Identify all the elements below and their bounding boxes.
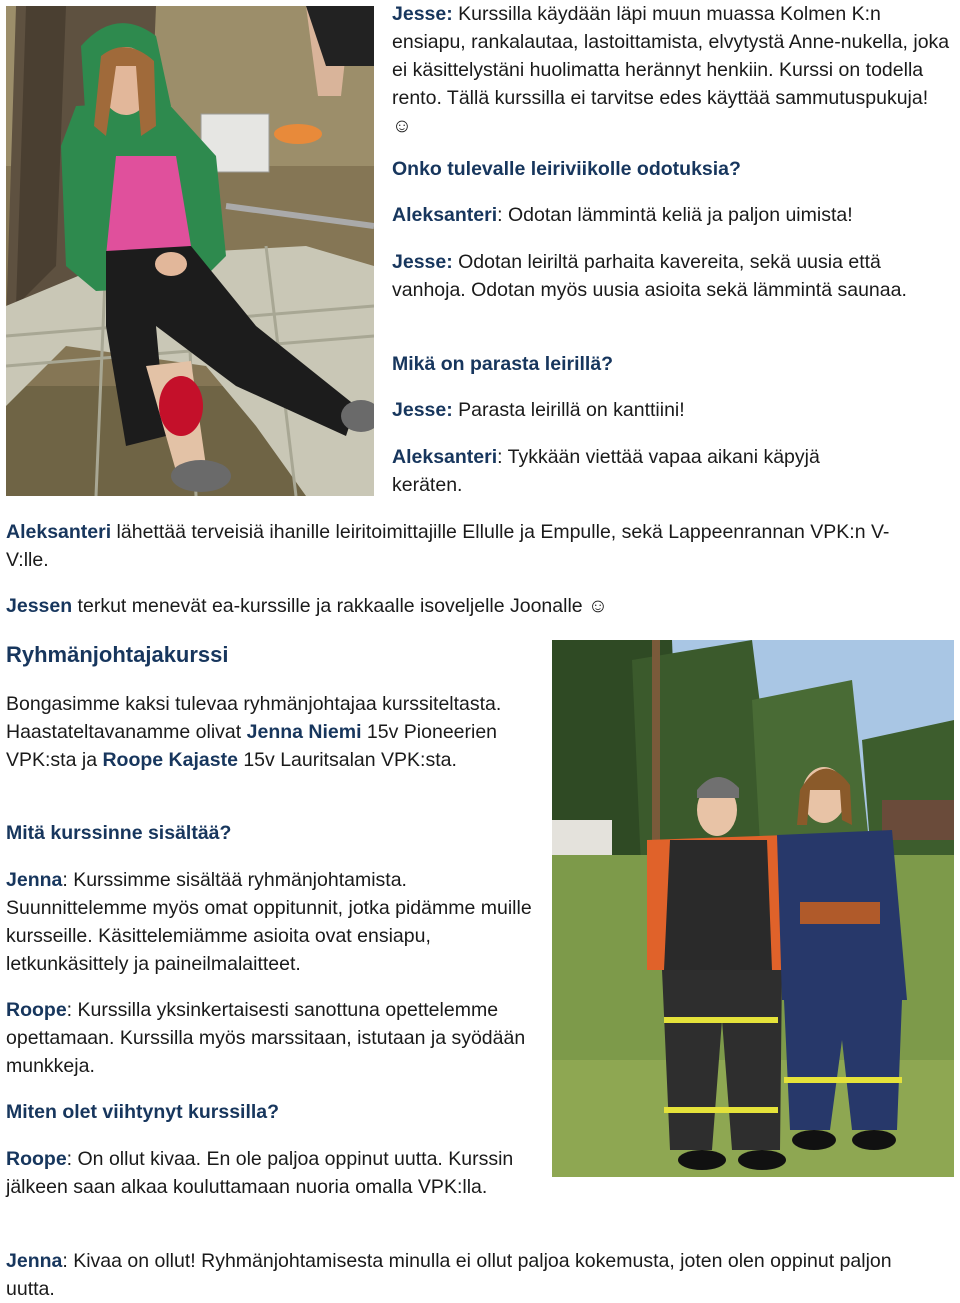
answer-text: Kurssilla käydään läpi muun muassa Kolmen K:n ensiapu, rankalautaa, lastoittamista, elvytystä Anne-nukella, joka ei käsittelystäni huolimatta herännyt henkiin. Kurssi on todella rento. Tällä kurssilla ei tarvitse edes käyttää sammutuspukuja! ☺ bbox=[392, 3, 950, 137]
answer-text: : Odotan lämmintä keliä ja paljon uimista! bbox=[497, 204, 853, 226]
jesse-greetings bbox=[6, 592, 926, 620]
answer-text: Parasta leirillä on kanttiini! bbox=[452, 399, 685, 421]
first-aid-course-photo bbox=[6, 6, 374, 496]
speaker-name: Aleksanteri bbox=[392, 446, 498, 468]
speaker-name: Jenna bbox=[6, 1250, 63, 1272]
jenna-content-answer bbox=[6, 866, 541, 978]
jesse-best-answer bbox=[392, 396, 952, 424]
answer-text: : Kurssimme sisältää ryhmänjohtamista. Suunnittelemme myös omat oppitunnit, jotka pidämme muille kursseille. Käsittelemiämme asioita ovat ensiapu, letkunkäsittely ja paineilmalaitteet. bbox=[6, 869, 532, 975]
question-best: Mikä on parasta leirillä? bbox=[392, 353, 614, 375]
intro-text: Bongasimme kaksi tulevaa ryhmänjohtajaa kurssiteltasta. Haastateltavanamme olivat bbox=[6, 693, 502, 743]
intro-text: 15v Lauritsalan VPK:sta. bbox=[237, 749, 457, 771]
question-expectations: Onko tulevalle leiriviikolle odotuksia? bbox=[392, 158, 741, 180]
speaker-name: Jesse: bbox=[392, 399, 453, 421]
speaker-name: Jesse: bbox=[392, 3, 453, 25]
speaker-name: Jessen bbox=[6, 595, 73, 617]
question-course-content: Mitä kurssinne sisältää? bbox=[6, 822, 232, 844]
speaker-name: Aleksanteri bbox=[6, 521, 112, 543]
roope-enjoyment-answer bbox=[6, 1145, 526, 1201]
jenna-enjoyment-answer bbox=[6, 1247, 941, 1303]
group-leader-course-photo bbox=[552, 640, 954, 1177]
section-intro bbox=[6, 690, 541, 774]
aleksanteri-greetings bbox=[6, 518, 926, 574]
section-title: Ryhmänjohtajakurssi bbox=[6, 642, 229, 667]
greeting-text: lähettää terveisiä ihanille leiritoimittajille Ellulle ja Empulle, sekä Lappeenrannan VPK:n V-V:lle. bbox=[6, 521, 890, 571]
interviewee-name: Roope Kajaste bbox=[102, 749, 238, 771]
answer-text: : On ollut kivaa. En ole paljoa oppinut uutta. Kurssin jälkeen saan alkaa kouluttamaan nuoria omalla VPK:lla. bbox=[6, 1148, 514, 1198]
intro-text: 15v Pioneerien VPK:sta ja bbox=[6, 721, 498, 771]
greeting-text: terkut menevät ea-kurssille ja rakkaalle isoveljelle Joonalle ☺ bbox=[72, 595, 608, 617]
answer-text: Odotan leiriltä parhaita kavereita, sekä uusia että vanhoja. Odotan myös uusia asioita sekä lämmintä saunaa. bbox=[392, 251, 907, 301]
speaker-name: Roope bbox=[6, 1148, 67, 1170]
question-enjoyment: Miten olet viihtynyt kurssilla? bbox=[6, 1101, 280, 1123]
speaker-name: Roope bbox=[6, 999, 67, 1021]
roope-content-answer bbox=[6, 996, 541, 1080]
speaker-name: Jesse: bbox=[392, 251, 453, 273]
speaker-name: Jenna bbox=[6, 869, 63, 891]
answer-text: : Tykkään viettää vapaa aikani käpyjä keräten. bbox=[392, 446, 820, 496]
jesse-course-answer bbox=[392, 0, 952, 140]
interviewee-name: Jenna Niemi bbox=[246, 721, 362, 743]
aleksanteri-expect-answer bbox=[392, 201, 952, 229]
aleksanteri-best-answer bbox=[392, 443, 892, 499]
speaker-name: Aleksanteri bbox=[392, 204, 498, 226]
jesse-expect-answer bbox=[392, 248, 932, 304]
answer-text: : Kivaa on ollut! Ryhmänjohtamisesta minulla ei ollut paljoa kokemusta, joten olen oppinut paljon uutta. bbox=[6, 1250, 892, 1300]
answer-text: : Kurssilla yksinkertaisesti sanottuna opettelemme opettamaan. Kurssilla myös marssitaan, istutaan ja syödään munkkeja. bbox=[6, 999, 526, 1077]
